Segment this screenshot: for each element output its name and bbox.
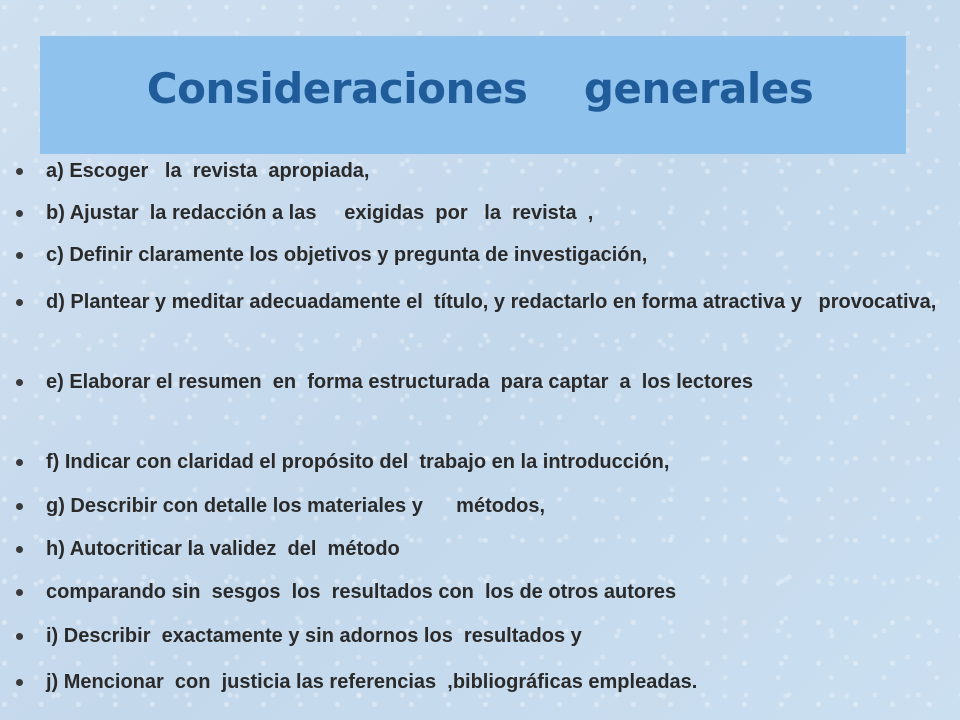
list-item [46, 197, 942, 230]
list-item [46, 366, 942, 399]
list-item [46, 446, 942, 479]
list-item [46, 490, 942, 523]
bullet-icon [16, 459, 23, 466]
list-item-text: comparando sin sesgos los resultados con los de otros autores [46, 581, 677, 603]
bullet-icon [16, 546, 23, 553]
list-item-text: h) Autocriticar la validez del método [46, 538, 400, 560]
bullet-icon [16, 252, 23, 259]
bullet-icon [16, 379, 23, 386]
list-item [46, 666, 942, 699]
list-item-text: j) Mencionar con justicia las referencias ,bibliográficas empleadas. [46, 671, 698, 693]
bullet-icon [16, 299, 23, 306]
list-item [46, 286, 942, 319]
bullet-icon [16, 210, 23, 217]
bullet-icon [16, 589, 23, 596]
list-item-text: f) Indicar con claridad el propósito del trabajo en la introducción, [46, 451, 670, 473]
list-item [46, 620, 942, 653]
list-item-text: c) Definir claramente los objetivos y pregunta de investigación, [46, 244, 648, 266]
slide-title: Consideraciones generales [146, 64, 814, 113]
list-item-text: g) Describir con detalle los materiales y métodos, [46, 495, 546, 517]
list-item-text: b) Ajustar la redacción a las exigidas por la revista , [46, 202, 594, 224]
list-item [46, 155, 942, 188]
list-item-text: i) Describir exactamente y sin adornos los resultados y [46, 625, 582, 647]
bullet-icon [16, 503, 23, 510]
list-item [46, 533, 942, 566]
bullet-icon [16, 633, 23, 640]
list-item [46, 239, 942, 272]
bullet-icon [16, 679, 23, 686]
list-item-text: d) Plantear y meditar adecuadamente el título, y redactarlo en forma atractiva y provocativa, [46, 291, 937, 313]
list-item-text: a) Escoger la revista apropiada, [46, 160, 370, 182]
list-item [46, 576, 942, 609]
bullet-icon [16, 168, 23, 175]
list-item-text: e) Elaborar el resumen en forma estructurada para captar a los lectores [46, 371, 753, 393]
